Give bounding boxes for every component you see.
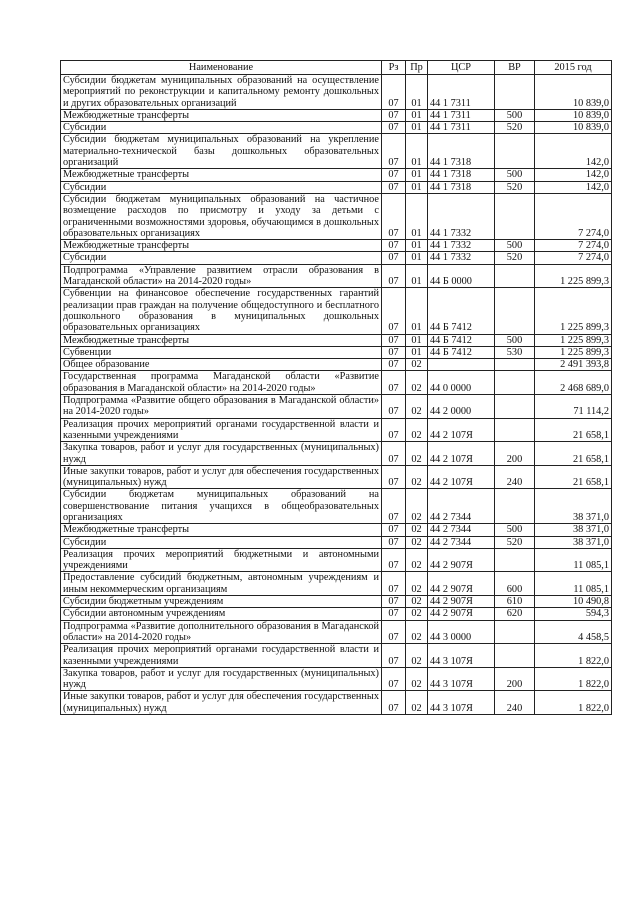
row-vr bbox=[495, 264, 535, 288]
row-csr: 44 2 7344 bbox=[428, 536, 495, 548]
row-pr: 02 bbox=[406, 620, 428, 644]
row-pr: 01 bbox=[406, 193, 428, 239]
table-row bbox=[61, 644, 612, 668]
row-pr: 02 bbox=[406, 359, 428, 371]
row-amount: 1 822,0 bbox=[535, 691, 612, 715]
table-row bbox=[61, 181, 612, 193]
table-row bbox=[61, 442, 612, 466]
row-pr: 02 bbox=[406, 596, 428, 608]
row-amount: 11 085,1 bbox=[535, 548, 612, 572]
table-row bbox=[61, 465, 612, 489]
row-vr: 520 bbox=[495, 252, 535, 264]
row-pr: 02 bbox=[406, 489, 428, 524]
row-vr bbox=[495, 75, 535, 110]
row-vr: 500 bbox=[495, 240, 535, 252]
row-name: Реализация прочих мероприятий органами государственной власти и казенными учреждениями bbox=[61, 418, 382, 442]
row-rz: 07 bbox=[382, 596, 406, 608]
row-pr: 01 bbox=[406, 169, 428, 181]
row-vr: 500 bbox=[495, 334, 535, 346]
row-csr: 44 Б 7412 bbox=[428, 334, 495, 346]
row-pr: 01 bbox=[406, 288, 428, 334]
row-csr: 44 3 0000 bbox=[428, 620, 495, 644]
row-rz: 07 bbox=[382, 346, 406, 358]
row-pr: 02 bbox=[406, 395, 428, 419]
row-rz: 07 bbox=[382, 548, 406, 572]
row-rz: 07 bbox=[382, 169, 406, 181]
row-vr bbox=[495, 620, 535, 644]
row-rz: 07 bbox=[382, 109, 406, 121]
row-csr: 44 Б 0000 bbox=[428, 264, 495, 288]
row-csr: 44 1 7311 bbox=[428, 75, 495, 110]
row-pr: 02 bbox=[406, 442, 428, 466]
row-amount: 2 491 393,8 bbox=[535, 359, 612, 371]
row-rz: 07 bbox=[382, 691, 406, 715]
row-pr: 02 bbox=[406, 572, 428, 596]
row-name: Подпрограмма «Развитие общего образования в Магаданской области» на 2014-2020 годы» bbox=[61, 395, 382, 419]
row-name: Субсидии бюджетам муниципальных образований на осуществление мероприятий по реконструкции и капитальному ремонту дошкольных и других образовательных организаций bbox=[61, 75, 382, 110]
table-row bbox=[61, 524, 612, 536]
row-rz: 07 bbox=[382, 75, 406, 110]
row-csr: 44 2 907Я bbox=[428, 608, 495, 620]
row-vr bbox=[495, 548, 535, 572]
row-amount: 10 839,0 bbox=[535, 109, 612, 121]
row-name: Межбюджетные трансферты bbox=[61, 109, 382, 121]
row-csr: 44 2 0000 bbox=[428, 395, 495, 419]
row-pr: 02 bbox=[406, 418, 428, 442]
row-amount: 1 822,0 bbox=[535, 644, 612, 668]
header-vr: ВР bbox=[495, 61, 535, 75]
header-name: Наименование bbox=[61, 61, 382, 75]
row-csr: 44 Б 7412 bbox=[428, 346, 495, 358]
row-vr bbox=[495, 371, 535, 395]
row-pr: 02 bbox=[406, 536, 428, 548]
header-year: 2015 год bbox=[535, 61, 612, 75]
row-amount: 142,0 bbox=[535, 169, 612, 181]
row-vr: 520 bbox=[495, 181, 535, 193]
row-csr: 44 2 7344 bbox=[428, 489, 495, 524]
row-pr: 02 bbox=[406, 548, 428, 572]
row-name: Субвенции на финансовое обеспечение государственных гарантий реализации прав граждан на получение общедоступного и бесплатного дошкольного образования в муниципальных дошкольных образовательных организациях bbox=[61, 288, 382, 334]
row-csr: 44 1 7311 bbox=[428, 109, 495, 121]
table-row bbox=[61, 371, 612, 395]
table-row bbox=[61, 418, 612, 442]
row-rz: 07 bbox=[382, 395, 406, 419]
row-rz: 07 bbox=[382, 252, 406, 264]
row-amount: 21 658,1 bbox=[535, 465, 612, 489]
row-rz: 07 bbox=[382, 134, 406, 169]
table-row bbox=[61, 122, 612, 134]
table-header bbox=[61, 61, 612, 75]
row-amount: 7 274,0 bbox=[535, 193, 612, 239]
row-vr: 500 bbox=[495, 169, 535, 181]
table-row bbox=[61, 667, 612, 691]
row-pr: 02 bbox=[406, 691, 428, 715]
row-name: Государственная программа Магаданской области «Развитие образования в Магаданской области» на 2014-2020 годы» bbox=[61, 371, 382, 395]
row-pr: 01 bbox=[406, 334, 428, 346]
row-amount: 1 822,0 bbox=[535, 667, 612, 691]
row-amount: 2 468 689,0 bbox=[535, 371, 612, 395]
table-body bbox=[61, 75, 612, 715]
row-vr: 530 bbox=[495, 346, 535, 358]
table-row bbox=[61, 536, 612, 548]
row-amount: 594,3 bbox=[535, 608, 612, 620]
row-name: Субсидии bbox=[61, 536, 382, 548]
row-amount: 1 225 899,3 bbox=[535, 288, 612, 334]
table-row bbox=[61, 264, 612, 288]
row-csr: 44 0 0000 bbox=[428, 371, 495, 395]
row-pr: 01 bbox=[406, 346, 428, 358]
table-row bbox=[61, 109, 612, 121]
row-name: Закупка товаров, работ и услуг для государственных (муниципальных) нужд bbox=[61, 667, 382, 691]
row-name: Иные закупки товаров, работ и услуг для обеспечения государственных (муниципальных) нужд bbox=[61, 691, 382, 715]
header-row bbox=[61, 61, 612, 75]
row-amount: 38 371,0 bbox=[535, 489, 612, 524]
row-name: Межбюджетные трансферты bbox=[61, 524, 382, 536]
row-amount: 38 371,0 bbox=[535, 524, 612, 536]
row-amount: 1 225 899,3 bbox=[535, 264, 612, 288]
row-rz: 07 bbox=[382, 371, 406, 395]
row-name: Субсидии bbox=[61, 252, 382, 264]
row-csr: 44 1 7332 bbox=[428, 193, 495, 239]
row-csr: 44 1 7332 bbox=[428, 240, 495, 252]
row-rz: 07 bbox=[382, 667, 406, 691]
row-name: Предоставление субсидий бюджетным, автономным учреждениям и иным некоммерческим организациям bbox=[61, 572, 382, 596]
row-vr bbox=[495, 418, 535, 442]
row-rz: 07 bbox=[382, 572, 406, 596]
row-pr: 01 bbox=[406, 264, 428, 288]
table-row bbox=[61, 334, 612, 346]
table-row bbox=[61, 395, 612, 419]
row-name: Реализация прочих мероприятий бюджетными и автономными учреждениями bbox=[61, 548, 382, 572]
table-row bbox=[61, 252, 612, 264]
row-csr: 44 3 107Я bbox=[428, 667, 495, 691]
row-amount: 1 225 899,3 bbox=[535, 346, 612, 358]
row-rz: 07 bbox=[382, 359, 406, 371]
table-row bbox=[61, 691, 612, 715]
row-rz: 07 bbox=[382, 620, 406, 644]
row-csr: 44 1 7318 bbox=[428, 181, 495, 193]
row-pr: 02 bbox=[406, 667, 428, 691]
row-vr: 240 bbox=[495, 465, 535, 489]
row-name: Субсидии бюджетам муниципальных образований на укрепление материально-технической базы дошкольных образовательных организаций bbox=[61, 134, 382, 169]
row-vr bbox=[495, 395, 535, 419]
budget-table bbox=[60, 60, 612, 715]
row-name: Реализация прочих мероприятий органами государственной власти и казенными учреждениями bbox=[61, 644, 382, 668]
row-name: Подпрограмма «Развитие дополнительного образования в Магаданской области» на 2014-2020 годы» bbox=[61, 620, 382, 644]
row-rz: 07 bbox=[382, 644, 406, 668]
row-name: Иные закупки товаров, работ и услуг для обеспечения государственных (муниципальных) нужд bbox=[61, 465, 382, 489]
row-csr: 44 2 907Я bbox=[428, 548, 495, 572]
row-vr: 200 bbox=[495, 667, 535, 691]
row-rz: 07 bbox=[382, 465, 406, 489]
row-pr: 01 bbox=[406, 181, 428, 193]
row-csr: 44 Б 7412 bbox=[428, 288, 495, 334]
row-amount: 142,0 bbox=[535, 181, 612, 193]
row-name: Субсидии автономным учреждениям bbox=[61, 608, 382, 620]
row-amount: 21 658,1 bbox=[535, 418, 612, 442]
header-csr: ЦСР bbox=[428, 61, 495, 75]
row-pr: 01 bbox=[406, 240, 428, 252]
table-row bbox=[61, 596, 612, 608]
table-row bbox=[61, 548, 612, 572]
row-name: Межбюджетные трансферты bbox=[61, 169, 382, 181]
row-rz: 07 bbox=[382, 524, 406, 536]
header-pr: Пр bbox=[406, 61, 428, 75]
row-amount: 10 839,0 bbox=[535, 75, 612, 110]
row-vr bbox=[495, 288, 535, 334]
row-csr: 44 1 7311 bbox=[428, 122, 495, 134]
row-amount: 7 274,0 bbox=[535, 252, 612, 264]
row-name: Подпрограмма «Управление развитием отрасли образования в Магаданской области» на 2014-2020 годы» bbox=[61, 264, 382, 288]
row-csr: 44 1 7318 bbox=[428, 169, 495, 181]
row-csr: 44 3 107Я bbox=[428, 644, 495, 668]
row-name: Субсидии бюджетам муниципальных образований на совершенствование питания учащихся в общеобразовательных организациях bbox=[61, 489, 382, 524]
table-row bbox=[61, 608, 612, 620]
row-rz: 07 bbox=[382, 489, 406, 524]
row-rz: 07 bbox=[382, 240, 406, 252]
row-name: Субсидии бюджетным учреждениям bbox=[61, 596, 382, 608]
row-csr: 44 2 907Я bbox=[428, 596, 495, 608]
table-row bbox=[61, 75, 612, 110]
row-pr: 01 bbox=[406, 75, 428, 110]
row-csr: 44 2 107Я bbox=[428, 418, 495, 442]
row-amount: 10 839,0 bbox=[535, 122, 612, 134]
row-vr: 200 bbox=[495, 442, 535, 466]
row-name: Общее образование bbox=[61, 359, 382, 371]
row-rz: 07 bbox=[382, 536, 406, 548]
table-row bbox=[61, 346, 612, 358]
row-name: Межбюджетные трансферты bbox=[61, 240, 382, 252]
row-vr bbox=[495, 644, 535, 668]
row-rz: 07 bbox=[382, 418, 406, 442]
row-pr: 02 bbox=[406, 644, 428, 668]
row-amount: 10 490,8 bbox=[535, 596, 612, 608]
row-vr: 610 bbox=[495, 596, 535, 608]
row-pr: 02 bbox=[406, 465, 428, 489]
table-row bbox=[61, 359, 612, 371]
table-row bbox=[61, 240, 612, 252]
table-row bbox=[61, 572, 612, 596]
row-csr: 44 1 7318 bbox=[428, 134, 495, 169]
row-vr: 500 bbox=[495, 524, 535, 536]
table-row bbox=[61, 489, 612, 524]
row-amount: 11 085,1 bbox=[535, 572, 612, 596]
row-name: Межбюджетные трансферты bbox=[61, 334, 382, 346]
row-vr bbox=[495, 193, 535, 239]
row-rz: 07 bbox=[382, 288, 406, 334]
row-csr bbox=[428, 359, 495, 371]
row-vr bbox=[495, 359, 535, 371]
row-rz: 07 bbox=[382, 264, 406, 288]
row-name: Субсидии бюджетам муниципальных образований на частичное возмещение расходов по присмотру и уходу за детьми с ограниченными возможностями здоровья, обучающимся в дошкольных образовательных организациях bbox=[61, 193, 382, 239]
row-pr: 01 bbox=[406, 109, 428, 121]
row-csr: 44 2 7344 bbox=[428, 524, 495, 536]
row-vr: 600 bbox=[495, 572, 535, 596]
row-vr: 240 bbox=[495, 691, 535, 715]
row-csr: 44 1 7332 bbox=[428, 252, 495, 264]
row-pr: 01 bbox=[406, 252, 428, 264]
row-rz: 07 bbox=[382, 442, 406, 466]
row-pr: 02 bbox=[406, 608, 428, 620]
row-rz: 07 bbox=[382, 181, 406, 193]
row-vr: 520 bbox=[495, 122, 535, 134]
row-pr: 02 bbox=[406, 371, 428, 395]
row-name: Субвенции bbox=[61, 346, 382, 358]
row-rz: 07 bbox=[382, 608, 406, 620]
row-csr: 44 2 107Я bbox=[428, 465, 495, 489]
row-vr bbox=[495, 134, 535, 169]
table-row bbox=[61, 620, 612, 644]
row-rz: 07 bbox=[382, 334, 406, 346]
row-name: Закупка товаров, работ и услуг для государственных (муниципальных) нужд bbox=[61, 442, 382, 466]
row-rz: 07 bbox=[382, 122, 406, 134]
table-row bbox=[61, 193, 612, 239]
row-amount: 7 274,0 bbox=[535, 240, 612, 252]
row-amount: 4 458,5 bbox=[535, 620, 612, 644]
row-pr: 01 bbox=[406, 122, 428, 134]
table-row bbox=[61, 288, 612, 334]
budget-document bbox=[60, 60, 611, 715]
row-csr: 44 3 107Я bbox=[428, 691, 495, 715]
row-vr: 520 bbox=[495, 536, 535, 548]
row-vr: 500 bbox=[495, 109, 535, 121]
row-amount: 1 225 899,3 bbox=[535, 334, 612, 346]
row-csr: 44 2 107Я bbox=[428, 442, 495, 466]
row-amount: 71 114,2 bbox=[535, 395, 612, 419]
row-pr: 01 bbox=[406, 134, 428, 169]
row-amount: 21 658,1 bbox=[535, 442, 612, 466]
header-rz: Рз bbox=[382, 61, 406, 75]
row-csr: 44 2 907Я bbox=[428, 572, 495, 596]
row-name: Субсидии bbox=[61, 181, 382, 193]
table-row bbox=[61, 134, 612, 169]
table-row bbox=[61, 169, 612, 181]
row-name: Субсидии bbox=[61, 122, 382, 134]
row-amount: 38 371,0 bbox=[535, 536, 612, 548]
row-rz: 07 bbox=[382, 193, 406, 239]
row-vr: 620 bbox=[495, 608, 535, 620]
row-pr: 02 bbox=[406, 524, 428, 536]
row-vr bbox=[495, 489, 535, 524]
row-amount: 142,0 bbox=[535, 134, 612, 169]
